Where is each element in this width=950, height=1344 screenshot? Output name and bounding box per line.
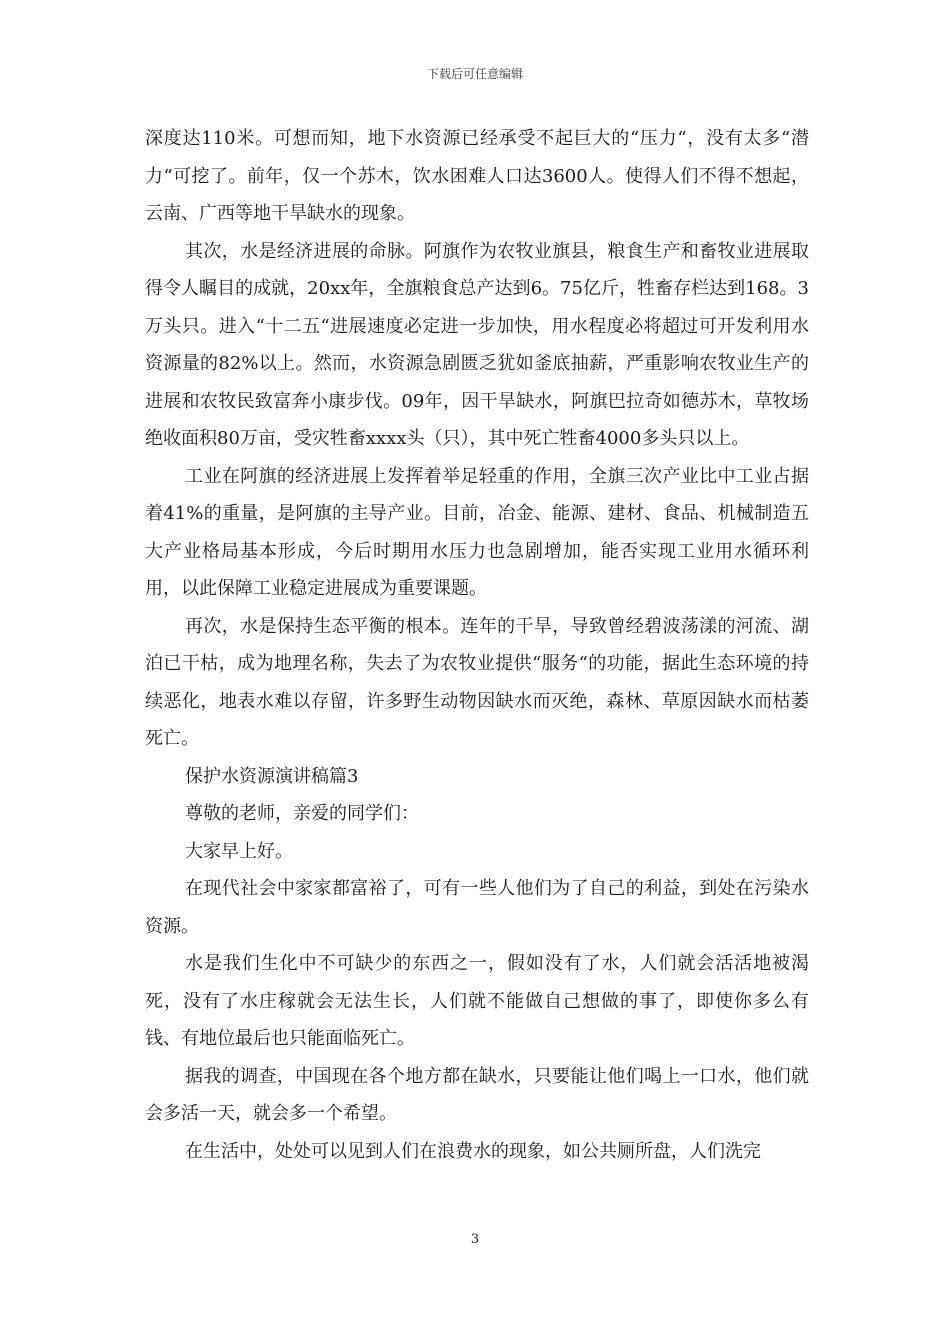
page-header: 下载后可任意编辑: [426, 67, 523, 81]
paragraph-continuation: 深度达110米。可想而知，地下水资源已经承受不起巨大的“压力“，没有太多“潜力“可挖了。前年，仅一个苏木，饮水困难人口达3600人。使得人们不得不想起，云南、广西等地干旱缺水的现象。: [145, 128, 809, 224]
paragraph-survey: 据我的调查，中国现在各个地方都在缺水，只要能让他们喝上一口水，他们就会多活一天，就会多一个希望。: [145, 1065, 809, 1124]
document-body: [145, 120, 809, 1170]
salutation: 尊敬的老师，亲爱的同学们：: [185, 803, 419, 824]
page-number: 3: [470, 1232, 480, 1247]
paragraph-economy: 其次，水是经济进展的命脉。阿旗作为农牧业旗县，粮食生产和畜牧业进展取得令人瞩目的成就，20xx年，全旗粮食总产达到6。75亿斤，牲畜存栏达到168。3万头只。进入“十二五“进展速度必定进一步加快，用水程度必将超过可开发利用水资源量的82%以上。然而，水资源急剧匮乏犹如釜底抽薪，严重影响农牧业生产的进展和农牧民致富奔小康步伐。09年，因干旱缺水，阿旗巴拉奇如德苏木，草牧场绝收面积80万亩，受灾牲畜xxxx头（只），其中死亡牲畜4000多头只以上。: [145, 240, 809, 449]
paragraph-pollution: 在现代社会中家家都富裕了，可有一些人他们为了自己的利益，到处在污染水资源。: [145, 878, 809, 937]
paragraph-industry: 工业在阿旗的经济进展上发挥着举足轻重的作用，全旗三次产业比中工业占据着41%的重量，是阿旗的主导产业。目前，冶金、能源、建材、食品、机械制造五大产业格局基本形成，今后时期用水压力也急剧增加，能否实现工业用水循环利用，以此保障工业稳定进展成为重要课题。: [145, 465, 809, 599]
greeting: 大家早上好。: [185, 840, 293, 862]
paragraph-ecology: 再次，水是保持生态平衡的根本。连年的干旱，导致曾经碧波荡漾的河流、湖泊已干枯，成为地理名称，失去了为农牧业提供“服务“的功能，据此生态环境的持续恶化，地表水难以存留，许多野生动物因缺水而灭绝，森林、草原因缺水而枯萎死亡。: [145, 615, 809, 749]
paragraph-waste: 在生活中，处处可以见到人们在浪费水的现象，如公共厕所盘，人们洗完: [185, 1140, 761, 1162]
paragraph-importance: 水是我们生化中不可缺少的东西之一，假如没有了水，人们就会活活地被渴死，没有了水庄稼就会无法生长，人们就不能做自己想做的事了，即使你多么有钱、有地位最后也只能面临死亡。: [145, 953, 809, 1049]
section-heading: 保护水资源演讲稿篇3: [185, 765, 359, 787]
